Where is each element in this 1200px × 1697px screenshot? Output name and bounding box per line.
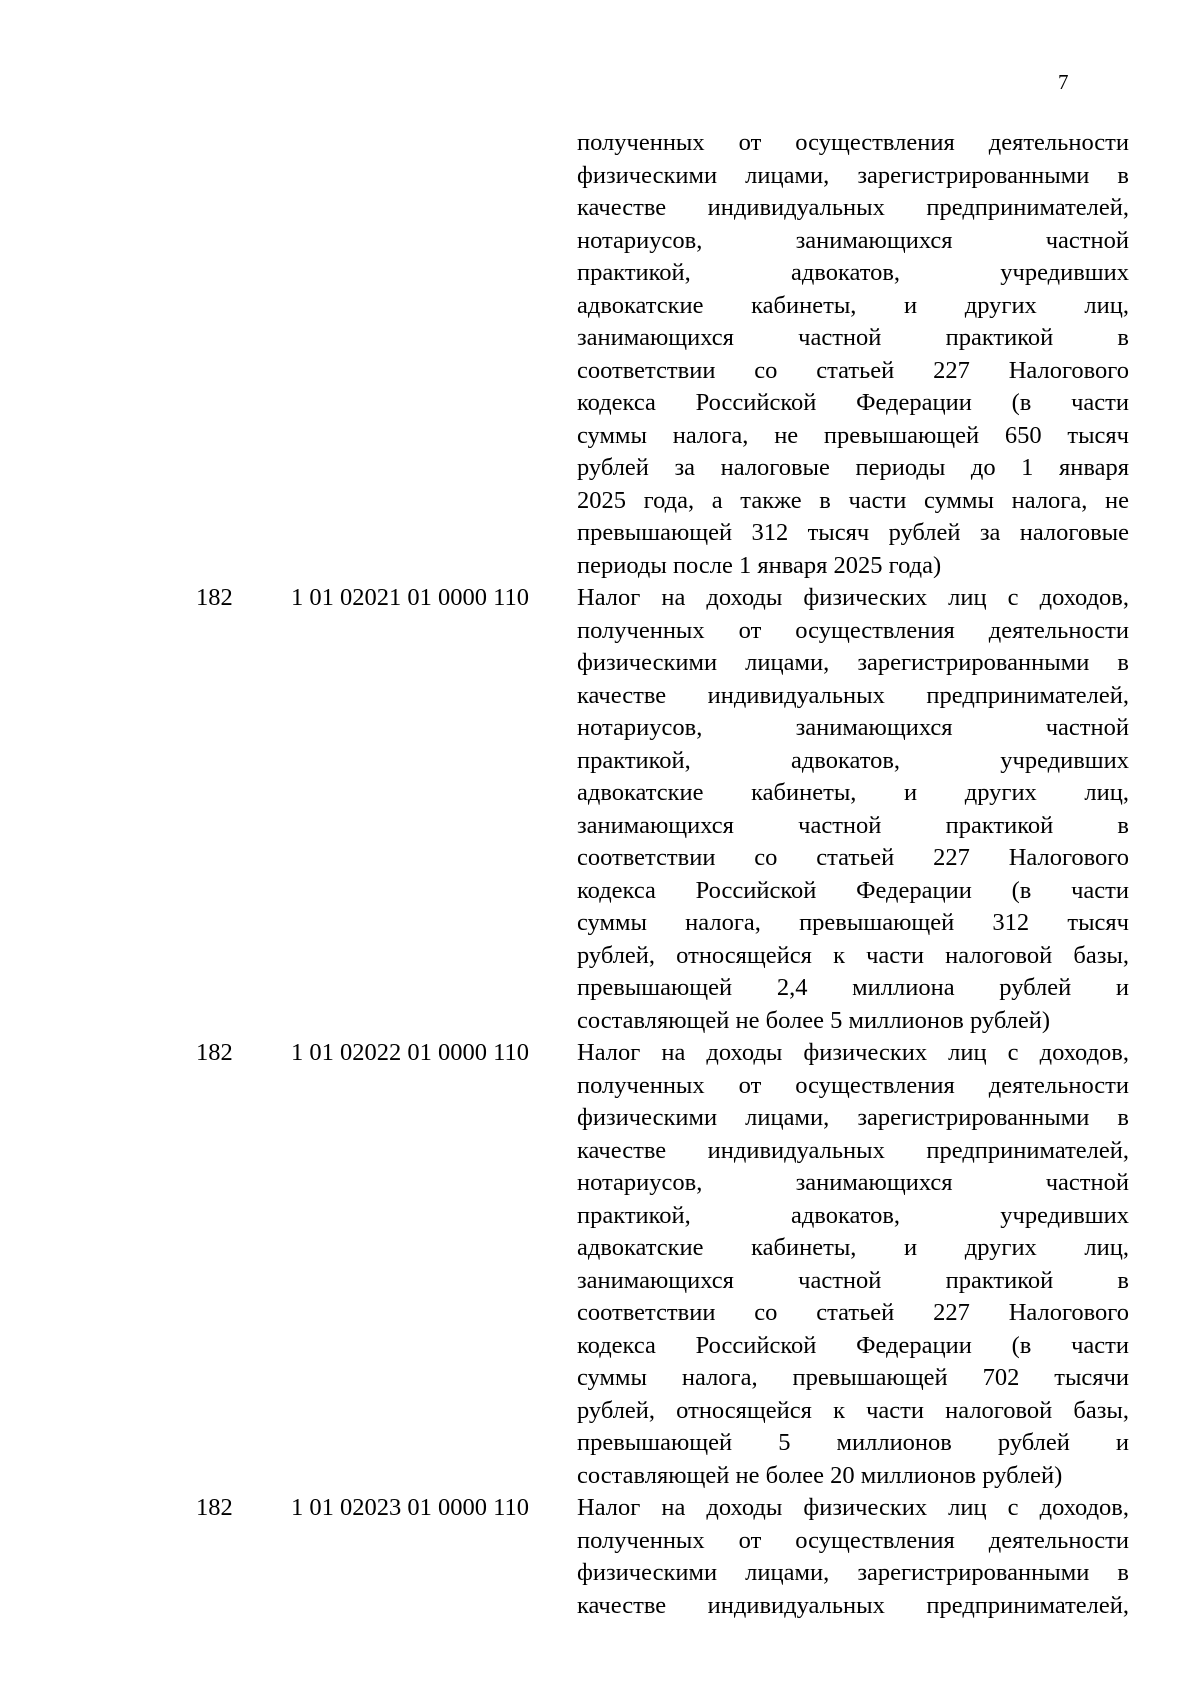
description-line: соответствии со статьей 227 Налогового xyxy=(577,1299,1129,1326)
description-line: качестве индивидуальных предпринимателей, xyxy=(577,194,1129,221)
page-number: 7 xyxy=(1058,70,1069,94)
description-line: Налог на доходы физических лиц с доходов, xyxy=(577,1039,1129,1066)
table-row xyxy=(0,1037,1200,1492)
description-line: периоды после 1 января 2025 года) xyxy=(577,551,942,579)
administrator-code: 182 xyxy=(196,1039,233,1066)
income-description xyxy=(577,582,1129,1037)
description-line: качестве индивидуальных предпринимателей, xyxy=(577,1136,1129,1164)
description-line: физическими лицами, зарегистрированными в xyxy=(577,1104,1129,1131)
table-row xyxy=(0,1492,1200,1622)
description-line: превышающей 312 тысяч рублей за налоговые xyxy=(577,519,1129,546)
description-line: рублей, относящейся к части налоговой базы, xyxy=(577,1396,1129,1424)
description-line: кодекса Российской Федерации (в части xyxy=(577,876,1129,904)
income-description xyxy=(577,1492,1129,1622)
description-line: составляющей не более 20 миллионов рублей) xyxy=(577,1461,1063,1489)
income-description xyxy=(577,127,1129,582)
description-line: превышающей 2,4 миллиона рублей и xyxy=(577,974,1129,1001)
description-line: составляющей не более 5 миллионов рублей) xyxy=(577,1006,1051,1034)
description-line: адвокатские кабинеты, и других лиц, xyxy=(577,779,1129,806)
description-line: физическими лицами, зарегистрированными в xyxy=(577,161,1129,189)
description-line: соответствии со статьей 227 Налогового xyxy=(577,356,1129,384)
description-line: рублей за налоговые периоды до 1 января xyxy=(577,454,1129,481)
kbk-code: 1 01 02023 01 0000 110 xyxy=(291,1494,529,1521)
description-line: Налог на доходы физических лиц с доходов, xyxy=(577,1494,1129,1521)
description-line: суммы налога, превышающей 702 тысячи xyxy=(577,1364,1129,1391)
description-line: превышающей 5 миллионов рублей и xyxy=(577,1429,1129,1456)
description-line: качестве индивидуальных предпринимателей, xyxy=(577,681,1129,709)
administrator-code: 182 xyxy=(196,1494,233,1521)
income-description xyxy=(577,1037,1129,1492)
description-line: занимающихся частной практикой в xyxy=(577,324,1129,351)
description-line: качестве индивидуальных предпринимателей, xyxy=(577,1591,1129,1619)
description-line: рублей, относящейся к части налоговой базы, xyxy=(577,941,1129,969)
description-line: полученных от осуществления деятельности xyxy=(577,129,1129,156)
description-line: практикой, адвокатов, учредивших xyxy=(577,1201,1129,1229)
description-line: полученных от осуществления деятельности xyxy=(577,1071,1129,1099)
table-row xyxy=(0,127,1200,582)
administrator-code: 182 xyxy=(196,584,233,611)
description-line: полученных от осуществления деятельности xyxy=(577,616,1129,644)
description-line: кодекса Российской Федерации (в части xyxy=(577,1331,1129,1359)
description-line: адвокатские кабинеты, и других лиц, xyxy=(577,1234,1129,1261)
table-row xyxy=(0,582,1200,1037)
kbk-code: 1 01 02022 01 0000 110 xyxy=(291,1039,529,1066)
budget-classification-table xyxy=(0,127,1200,1622)
kbk-code: 1 01 02021 01 0000 110 xyxy=(291,584,529,611)
description-line: нотариусов, занимающихся частной xyxy=(577,1169,1129,1196)
description-line: суммы налога, превышающей 312 тысяч xyxy=(577,909,1129,936)
description-line: соответствии со статьей 227 Налогового xyxy=(577,844,1129,871)
description-line: занимающихся частной практикой в xyxy=(577,1266,1129,1294)
description-line: физическими лицами, зарегистрированными в xyxy=(577,649,1129,676)
description-line: 2025 года, а также в части суммы налога, не xyxy=(577,486,1129,514)
description-line: нотариусов, занимающихся частной xyxy=(577,226,1129,254)
description-line: Налог на доходы физических лиц с доходов, xyxy=(577,584,1129,611)
description-line: полученных от осуществления деятельности xyxy=(577,1526,1129,1554)
description-line: практикой, адвокатов, учредивших xyxy=(577,259,1129,286)
description-line: занимающихся частной практикой в xyxy=(577,811,1129,839)
description-line: адвокатские кабинеты, и других лиц, xyxy=(577,291,1129,319)
description-line: физическими лицами, зарегистрированными в xyxy=(577,1559,1129,1586)
description-line: суммы налога, не превышающей 650 тысяч xyxy=(577,421,1129,449)
description-line: практикой, адвокатов, учредивших xyxy=(577,746,1129,774)
description-line: нотариусов, занимающихся частной xyxy=(577,714,1129,741)
description-line: кодекса Российской Федерации (в части xyxy=(577,389,1129,416)
